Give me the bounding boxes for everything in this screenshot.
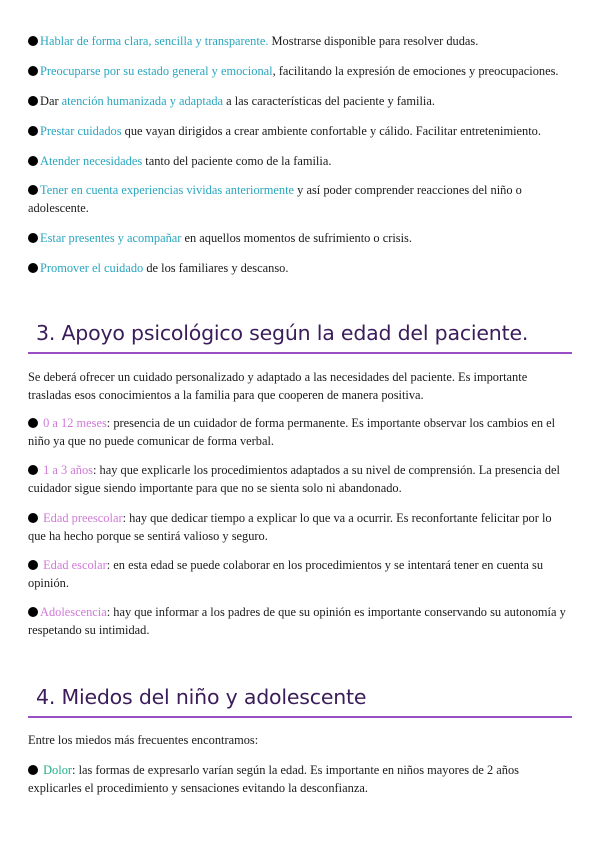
section-divider <box>28 352 572 354</box>
bullet-icon <box>28 185 38 195</box>
highlight-text: Edad preescolar <box>43 511 123 525</box>
bullet-icon <box>28 418 38 428</box>
list-item: Prestar cuidados que vayan dirigidos a crear ambiente confortable y cálido. Facilitar entretenimiento. <box>28 122 572 140</box>
bullet-icon <box>28 607 38 617</box>
highlight-text: Edad escolar <box>43 558 107 572</box>
bullet-icon <box>28 233 38 243</box>
highlight-text: Tener en cuenta experiencias vividas anteriormente <box>40 183 295 197</box>
bullet-icon <box>28 513 38 523</box>
list-item: Atender necesidades tanto del paciente como de la familia. <box>28 152 572 170</box>
list-item: Promover el cuidado de los familiares y descanso. <box>28 259 572 277</box>
bullet-icon <box>28 465 38 475</box>
section-heading: 3. Apoyo psicológico según la edad del paciente. <box>36 321 529 345</box>
list-item: Dolor: las formas de expresarlo varían según la edad. Es importante en niños mayores de 2 años explicarles el procedimiento y sensaciones evitando la desconfianza. <box>28 763 519 795</box>
bullet-icon <box>28 66 38 76</box>
highlight-text: atención humanizada y adaptada <box>61 94 224 108</box>
highlight-text: Atender necesidades <box>40 154 143 168</box>
highlight-text: 1 a 3 años <box>43 463 94 477</box>
highlight-text: Estar presentes y acompañar <box>40 231 182 245</box>
bullet-icon <box>28 263 38 273</box>
section-divider <box>28 716 572 718</box>
highlight-text: Promover el cuidado <box>40 261 144 275</box>
highlight-text: Preocuparse por su estado general y emocional <box>40 64 273 78</box>
highlight-text: Prestar cuidados <box>40 124 122 138</box>
list-item: Adolescencia: hay que informar a los padres de que su opinión es importante conservando su autonomía y respetando su intimidad. <box>28 605 566 637</box>
list-item: 0 a 12 meses: presencia de un cuidador de forma permanente. Es importante observar los cambios en el niño ya que no puede comunicar de forma verbal. <box>28 416 556 448</box>
list-item: Edad escolar: en esta edad se puede colaborar en los procedimientos y se intentará tener en cuenta su opinión. <box>28 558 544 590</box>
bullet-icon <box>28 560 38 570</box>
list-item: 1 a 3 años: hay que explicarle los procedimientos adaptados a su nivel de comprensión. La presencia del cuidador sigue siendo importante para que no se sienta solo ni abandonado. <box>28 463 560 495</box>
list-item: Hablar de forma clara, sencilla y transparente. Mostrarse disponible para resolver dudas. <box>28 32 572 50</box>
list-item: Preocuparse por su estado general y emocional, facilitando la expresión de emociones y preocupaciones. <box>28 62 572 80</box>
highlight-text: Dolor <box>43 763 73 777</box>
bullet-icon <box>28 765 38 775</box>
bullet-icon <box>28 156 38 166</box>
list-item: Dar atención humanizada y adaptada a las características del paciente y familia. <box>28 92 572 110</box>
highlight-text: Hablar de forma clara, sencilla y transparente. <box>40 34 269 48</box>
section-heading: 4. Miedos del niño y adolescente <box>36 685 367 709</box>
bullet-icon <box>28 36 38 46</box>
section-intro: Entre los miedos más frecuentes encontramos: <box>28 733 259 747</box>
list-item: Edad preescolar: hay que dedicar tiempo a explicar lo que va a ocurrir. Es reconfortante felicitar por lo que ha hecho porque se sentirá valioso y seguro. <box>28 511 552 543</box>
highlight-text: 0 a 12 meses <box>43 416 107 430</box>
section-intro: Se deberá ofrecer un cuidado personalizado y adaptado a las necesidades del paciente. Es importante trasladas esos conocimientos a la familia para que cooperen de manera positiva. <box>28 370 528 402</box>
highlight-text: Adolescencia <box>40 605 107 619</box>
bullet-icon <box>28 96 38 106</box>
list-item: Tener en cuenta experiencias vividas anteriormente y así poder comprender reacciones del niño o adolescente. <box>28 183 522 215</box>
list-item: Estar presentes y acompañar en aquellos momentos de sufrimiento o crisis. <box>28 229 572 247</box>
bullet-icon <box>28 126 38 136</box>
